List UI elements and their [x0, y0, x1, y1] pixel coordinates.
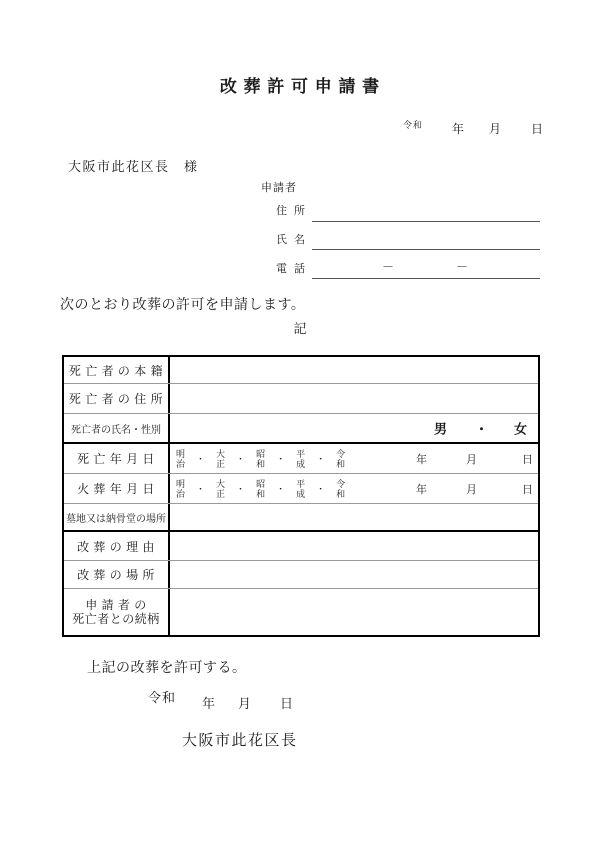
era-options — [176, 479, 345, 499]
top-date-day-label: 日 — [531, 122, 545, 136]
gender-male-option[interactable]: 男 — [434, 421, 448, 437]
reburial-details-table — [62, 355, 540, 637]
year-unit-label: 年 — [416, 483, 427, 496]
row-value-name-gender[interactable] — [170, 414, 538, 442]
name-field-label: 氏 名 — [276, 234, 308, 246]
name-input-line[interactable] — [312, 249, 540, 250]
row-label-reburial-reason: 改 葬 の 理 由 — [64, 532, 170, 560]
top-date-era-label: 令和 — [403, 120, 424, 130]
era-option-meiji[interactable]: 明 治 — [176, 448, 186, 469]
day-unit-label: 日 — [522, 483, 533, 496]
table-row-reburial-place — [64, 561, 538, 589]
top-date-month-label: 月 — [489, 122, 503, 136]
row-label-registered-domicile: 死 亡 者 の 本 籍 — [64, 357, 170, 383]
notation-ki: 記 — [293, 321, 307, 336]
approval-date-year-label: 年 — [202, 696, 217, 711]
row-label-cremation-date: 火 葬 年 月 日 — [64, 474, 170, 503]
era-separator-dot: ・ — [196, 483, 206, 494]
address-input-line[interactable] — [312, 221, 540, 222]
month-unit-label: 月 — [466, 483, 477, 496]
month-unit-label: 月 — [466, 453, 477, 466]
declaration-text: 次のとおり改葬の許可を申請します。 — [60, 296, 306, 312]
row-label-deceased-address: 死 亡 者 の 住 所 — [64, 384, 170, 413]
table-row-death-date — [64, 444, 538, 474]
era-option-taisho[interactable]: 大 正 — [216, 448, 226, 469]
row-value-applicant-relationship[interactable] — [170, 589, 538, 635]
row-label-cemetery-location: 墓地又は納骨堂の場所 — [64, 504, 170, 530]
phone-input-line[interactable] — [312, 278, 540, 279]
table-row-applicant-relationship — [64, 589, 538, 635]
era-separator-dot: ・ — [236, 453, 246, 464]
approval-date-era-label: 令和 — [148, 690, 177, 705]
era-option-reiwa[interactable]: 令 和 — [336, 448, 346, 469]
year-unit-label: 年 — [416, 453, 427, 466]
era-option-showa[interactable]: 昭 和 — [256, 448, 266, 469]
era-separator-dot: ・ — [276, 483, 286, 494]
row-value-cremation-date[interactable] — [170, 474, 538, 503]
era-separator-dot: ・ — [316, 483, 326, 494]
era-option-heisei[interactable]: 平 成 — [296, 478, 306, 499]
approval-date-month-label: 月 — [238, 696, 253, 711]
top-date-year-label: 年 — [452, 122, 466, 136]
era-option-showa[interactable]: 昭 和 — [256, 478, 266, 499]
row-value-reburial-place[interactable] — [170, 561, 538, 588]
table-row-cemetery-location — [64, 504, 538, 532]
phone-dash-separator: － — [456, 260, 469, 274]
row-label-applicant-relationship: 申 請 者 の 死亡者との続柄 — [64, 589, 170, 635]
era-option-taisho[interactable]: 大 正 — [216, 478, 226, 499]
row-label-death-date: 死 亡 年 月 日 — [64, 444, 170, 473]
addressee-honorific: 様 — [184, 159, 198, 174]
table-row-registered-domicile — [64, 357, 538, 384]
row-value-deceased-address[interactable] — [170, 384, 538, 413]
era-options — [176, 449, 345, 469]
approval-statement: 上記の改葬を許可する。 — [87, 659, 247, 675]
table-row-deceased-address — [64, 384, 538, 414]
era-separator-dot: ・ — [316, 453, 326, 464]
gender-female-option[interactable]: 女 — [514, 421, 528, 437]
gender-separator-dot: ・ — [475, 421, 489, 437]
applicant-section-label: 申請者 — [261, 182, 297, 194]
addressee-name: 大阪市此花区長 — [68, 159, 170, 174]
phone-field-label: 電 話 — [276, 263, 308, 275]
approval-signer: 大阪市此花区長 — [182, 732, 298, 749]
era-separator-dot: ・ — [276, 453, 286, 464]
era-option-heisei[interactable]: 平 成 — [296, 448, 306, 469]
form-title: 改 葬 許 可 申 請 書 — [219, 77, 381, 96]
era-option-reiwa[interactable]: 令 和 — [336, 478, 346, 499]
row-value-death-date[interactable] — [170, 444, 538, 473]
era-option-meiji[interactable]: 明 治 — [176, 478, 186, 499]
row-value-reburial-reason[interactable] — [170, 532, 538, 560]
table-row-reburial-reason — [64, 532, 538, 561]
era-separator-dot: ・ — [196, 453, 206, 464]
row-value-registered-domicile[interactable] — [170, 357, 538, 383]
era-separator-dot: ・ — [236, 483, 246, 494]
row-label-name-gender: 死亡者の氏名・性別 — [64, 414, 170, 442]
approval-date-day-label: 日 — [280, 696, 295, 711]
address-field-label: 住 所 — [276, 205, 308, 217]
row-label-reburial-place: 改 葬 の 場 所 — [64, 561, 170, 588]
table-row-name-gender — [64, 414, 538, 444]
table-row-cremation-date — [64, 474, 538, 504]
day-unit-label: 日 — [522, 453, 533, 466]
phone-dash-separator: － — [382, 260, 395, 274]
row-value-cemetery-location[interactable] — [170, 504, 538, 530]
